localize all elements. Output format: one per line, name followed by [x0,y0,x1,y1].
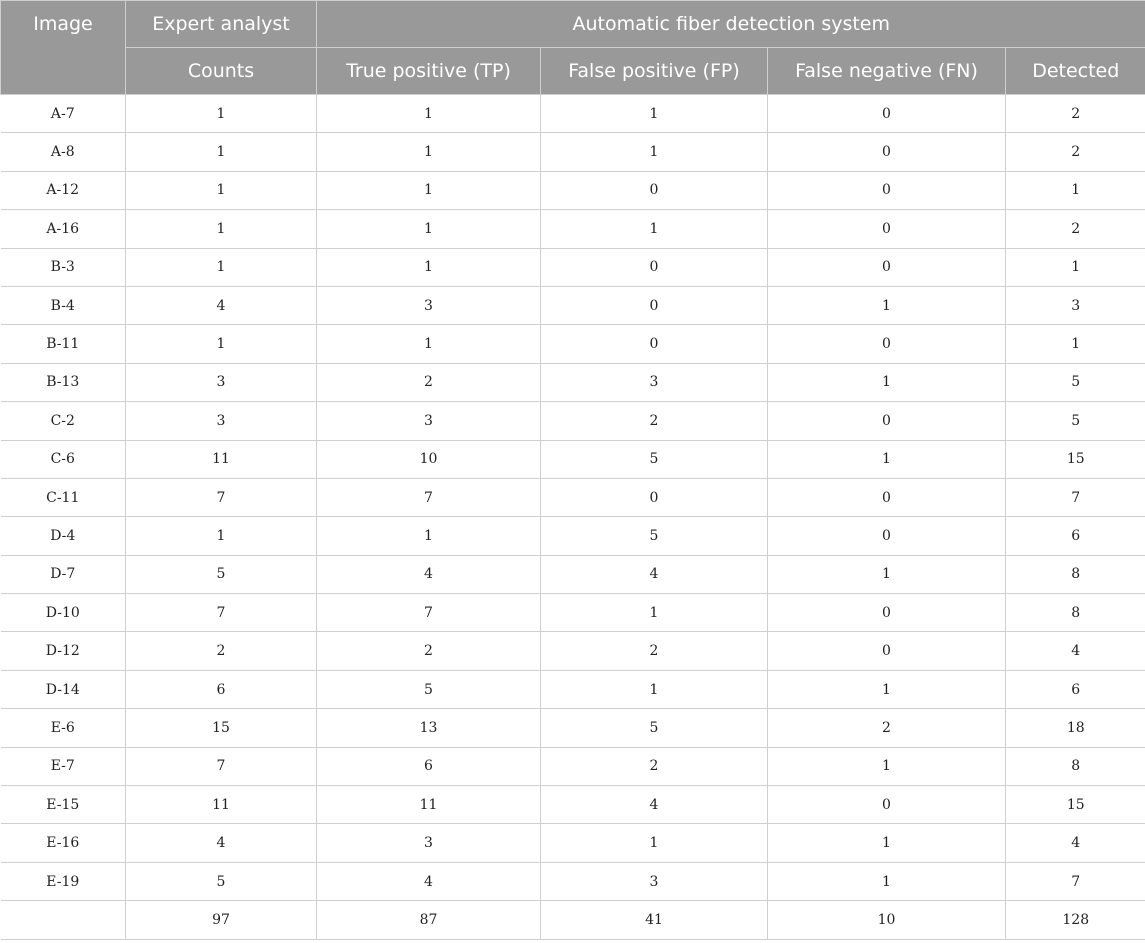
cell-fp: 5 [541,517,768,555]
cell-counts: 3 [126,402,317,440]
cell-tp: 2 [317,363,541,401]
table-row [1,363,1145,401]
cell-detected: 5 [1006,363,1145,401]
cell-fp: 2 [541,402,768,440]
cell-image: A-12 [1,171,126,209]
cell-tp: 3 [317,402,541,440]
table-row [1,95,1145,133]
cell-detected: 8 [1006,555,1145,593]
cell-detected: 7 [1006,862,1145,900]
cell-image: E-15 [1,786,126,824]
cell-fp: 3 [541,862,768,900]
table-row [1,594,1145,632]
cell-counts: 15 [126,709,317,747]
cell-counts: 1 [126,95,317,133]
cell-image: D-14 [1,670,126,708]
cell-fn: 0 [768,478,1006,516]
cell-counts: 7 [126,747,317,785]
cell-fn: 0 [768,210,1006,248]
cell-fn: 0 [768,248,1006,286]
header-row-columns [1,48,1145,95]
cell-tp: 4 [317,862,541,900]
cell-fp: 1 [541,133,768,171]
cell-tp: 7 [317,594,541,632]
cell-fn: 1 [768,555,1006,593]
cell-detected: 4 [1006,824,1145,862]
cell-fp: 5 [541,709,768,747]
cell-fp: 1 [541,824,768,862]
cell-tp: 1 [317,325,541,363]
cell-tp: 5 [317,670,541,708]
cell-fp: 1 [541,594,768,632]
cell-tp: 10 [317,440,541,478]
cell-detected: 7 [1006,478,1145,516]
cell-image: B-4 [1,286,126,324]
header-true-positive: True positive (TP) [317,48,541,95]
table-row [1,747,1145,785]
cell-fn: 0 [768,325,1006,363]
cell-image: B-11 [1,325,126,363]
cell-fp: 2 [541,632,768,670]
cell-detected: 2 [1006,95,1145,133]
cell-counts: 4 [126,286,317,324]
total-cell-detected: 128 [1006,901,1145,939]
cell-image: C-6 [1,440,126,478]
total-cell-counts: 97 [126,901,317,939]
cell-tp: 3 [317,286,541,324]
table-row [1,709,1145,747]
cell-image: B-13 [1,363,126,401]
cell-fn: 0 [768,95,1006,133]
cell-tp: 7 [317,478,541,516]
cell-fp: 3 [541,363,768,401]
header-expert-analyst: Expert analyst [126,1,317,48]
cell-fn: 1 [768,862,1006,900]
cell-image: E-16 [1,824,126,862]
table-row [1,440,1145,478]
cell-fp: 1 [541,670,768,708]
table-row [1,133,1145,171]
cell-detected: 8 [1006,594,1145,632]
cell-counts: 1 [126,171,317,209]
table-row [1,786,1145,824]
cell-fn: 0 [768,594,1006,632]
cell-fn: 0 [768,632,1006,670]
cell-image: D-7 [1,555,126,593]
table-row [1,286,1145,324]
cell-tp: 3 [317,824,541,862]
cell-tp: 2 [317,632,541,670]
header-automatic-system: Automatic fiber detection system [317,1,1145,48]
cell-detected: 1 [1006,248,1145,286]
cell-tp: 1 [317,133,541,171]
table-row [1,402,1145,440]
cell-tp: 1 [317,171,541,209]
cell-counts: 4 [126,824,317,862]
cell-detected: 5 [1006,402,1145,440]
cell-counts: 7 [126,594,317,632]
cell-image: E-7 [1,747,126,785]
cell-fp: 0 [541,478,768,516]
cell-image: E-6 [1,709,126,747]
cell-fp: 0 [541,325,768,363]
cell-counts: 1 [126,210,317,248]
total-cell-fp: 41 [541,901,768,939]
cell-detected: 6 [1006,517,1145,555]
header-detected: Detected [1006,48,1145,95]
cell-image: D-12 [1,632,126,670]
table-row [1,248,1145,286]
cell-tp: 6 [317,747,541,785]
cell-image: D-10 [1,594,126,632]
cell-counts: 2 [126,632,317,670]
header-row-groups [1,1,1145,48]
table-row [1,862,1145,900]
cell-counts: 3 [126,363,317,401]
cell-fp: 1 [541,210,768,248]
table-row [1,824,1145,862]
cell-image: C-2 [1,402,126,440]
cell-fp: 0 [541,286,768,324]
totals-row [1,901,1145,939]
table-row [1,171,1145,209]
header-false-positive: False positive (FP) [541,48,768,95]
table-row [1,555,1145,593]
cell-detected: 1 [1006,325,1145,363]
cell-detected: 4 [1006,632,1145,670]
cell-counts: 1 [126,248,317,286]
cell-fp: 4 [541,786,768,824]
cell-detected: 6 [1006,670,1145,708]
cell-fn: 1 [768,670,1006,708]
cell-image: E-19 [1,862,126,900]
cell-tp: 4 [317,555,541,593]
cell-image: A-8 [1,133,126,171]
cell-fn: 0 [768,402,1006,440]
cell-fp: 1 [541,95,768,133]
cell-detected: 2 [1006,210,1145,248]
header-false-negative: False negative (FN) [768,48,1006,95]
header-counts: Counts [126,48,317,95]
cell-fn: 1 [768,286,1006,324]
header-image: Image [1,1,126,95]
cell-counts: 7 [126,478,317,516]
cell-fn: 0 [768,786,1006,824]
table-row [1,210,1145,248]
cell-counts: 1 [126,133,317,171]
cell-detected: 15 [1006,440,1145,478]
table-row [1,670,1145,708]
total-cell-fn: 10 [768,901,1006,939]
cell-counts: 5 [126,862,317,900]
cell-fp: 0 [541,248,768,286]
cell-counts: 5 [126,555,317,593]
cell-image: A-7 [1,95,126,133]
cell-tp: 1 [317,517,541,555]
cell-fp: 5 [541,440,768,478]
table-row [1,478,1145,516]
cell-detected: 8 [1006,747,1145,785]
table-row [1,517,1145,555]
cell-detected: 2 [1006,133,1145,171]
cell-image: C-11 [1,478,126,516]
cell-image: B-3 [1,248,126,286]
cell-counts: 11 [126,440,317,478]
cell-fp: 0 [541,171,768,209]
cell-fn: 1 [768,363,1006,401]
cell-tp: 1 [317,210,541,248]
cell-counts: 1 [126,325,317,363]
cell-fn: 0 [768,517,1006,555]
cell-tp: 13 [317,709,541,747]
table-row [1,632,1145,670]
cell-detected: 18 [1006,709,1145,747]
cell-counts: 1 [126,517,317,555]
cell-image: D-4 [1,517,126,555]
cell-counts: 11 [126,786,317,824]
cell-fn: 1 [768,747,1006,785]
cell-fn: 1 [768,440,1006,478]
cell-detected: 15 [1006,786,1145,824]
cell-fp: 2 [541,747,768,785]
cell-fp: 4 [541,555,768,593]
table-row [1,325,1145,363]
cell-fn: 0 [768,171,1006,209]
cell-fn: 0 [768,133,1006,171]
table-header [1,1,1145,95]
cell-fn: 1 [768,824,1006,862]
cell-tp: 1 [317,248,541,286]
cell-counts: 6 [126,670,317,708]
cell-tp: 1 [317,95,541,133]
cell-detected: 1 [1006,171,1145,209]
cell-detected: 3 [1006,286,1145,324]
table-body [1,95,1145,940]
total-cell-tp: 87 [317,901,541,939]
cell-image: A-16 [1,210,126,248]
total-cell-image [1,901,126,939]
cell-fn: 2 [768,709,1006,747]
cell-tp: 11 [317,786,541,824]
